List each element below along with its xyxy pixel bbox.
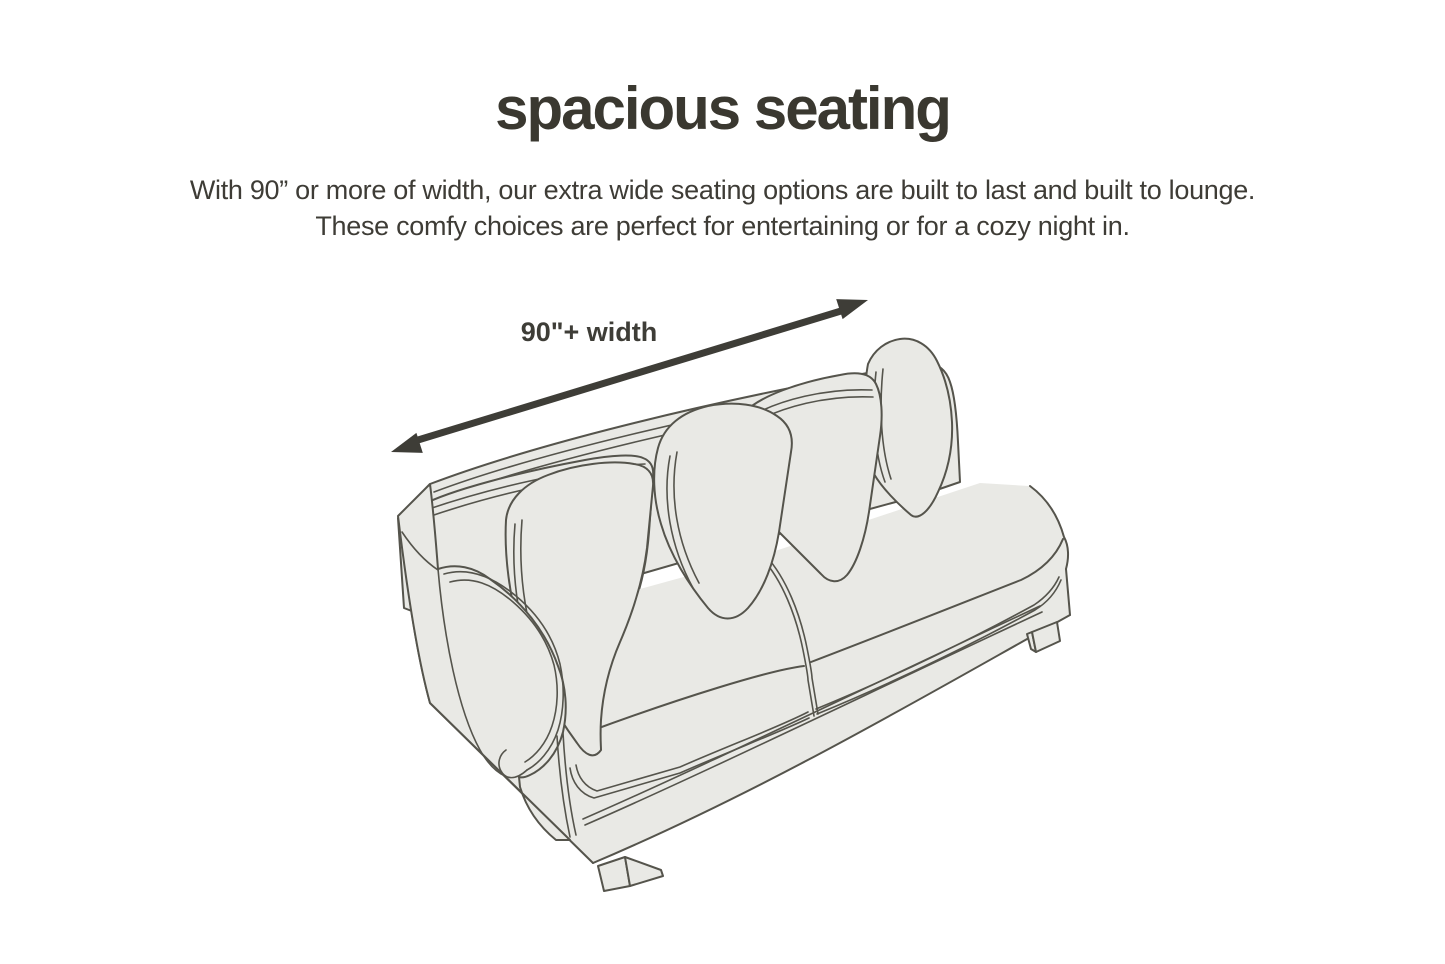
sofa-figure [380, 270, 1140, 964]
sofa-leg-front-left [598, 857, 663, 891]
description [0, 172, 1445, 244]
description-line-1: With 90” or more of width, our extra wide seating options are built to last and built to lounge. [189, 175, 1256, 205]
arrow-head-left-icon [391, 433, 423, 453]
sofa-illustration [380, 270, 1140, 964]
page-title: spacious seating [495, 75, 950, 142]
description-line-2: These comfy choices are perfect for entertaining or for a cozy night in. [315, 211, 1130, 241]
dimension-label: 90"+ width [520, 317, 658, 347]
arrow-head-right-icon [836, 299, 868, 319]
